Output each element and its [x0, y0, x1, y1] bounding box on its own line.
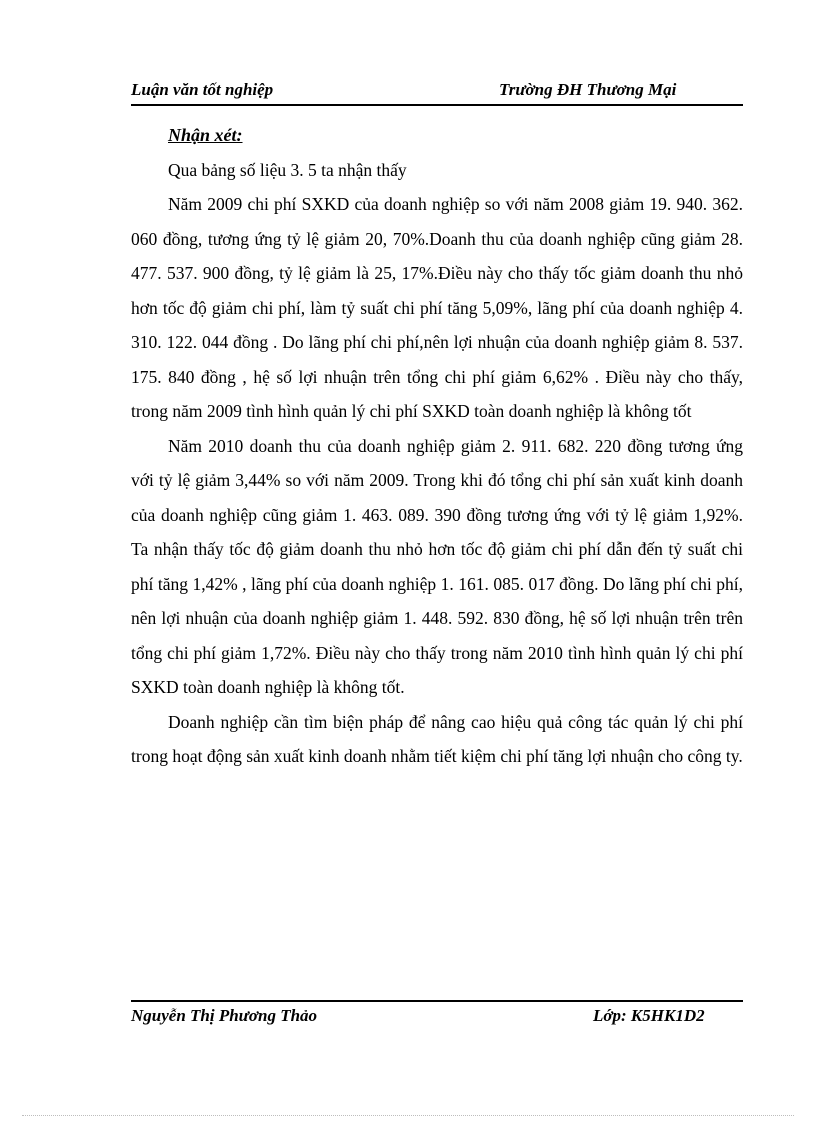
footer-rule: [131, 1000, 743, 1002]
page-header: [131, 78, 743, 104]
page-footer: [131, 1006, 743, 1032]
page-bottom-dotted-line: [22, 1115, 794, 1116]
section-title: Nhận xét:: [168, 125, 243, 145]
footer-class: Lớp: K5HK1D2: [593, 1006, 705, 1025]
paragraph-conclusion: Doanh nghiệp cần tìm biện pháp để nâng cao hiệu quả công tác quản lý chi phí trong hoạt động sản xuất kinh doanh nhằm tiết kiệm chi phí tăng lợi nhuận cho công ty.: [131, 711, 743, 766]
header-school: Trường ĐH Thương Mại: [499, 80, 677, 99]
header-title: Luận văn tốt nghiệp: [131, 80, 274, 99]
page-content: [131, 118, 743, 774]
paragraph-intro: Qua bảng số liệu 3. 5 ta nhận thấy: [168, 159, 407, 180]
footer-author: Nguyễn Thị Phương Thảo: [131, 1006, 318, 1025]
paragraph-2010: Năm 2010 doanh thu của doanh nghiệp giảm 2. 911. 682. 220 đồng tương ứng với tỷ lệ giảm 3,44% so với năm 2009. Trong khi đó tổng chi phí sản xuất kinh doanh của doanh nghiệp cũng giảm 1. 463. 089. 390 đồng tương ứng với tỷ lệ giảm 1,92%. Ta nhận thấy tốc độ giảm doanh thu nhỏ hơn tốc độ giảm chi phí dẫn đến tỷ suất chi phí tăng 1,42% , lãng phí của doanh nghiệp 1. 161. 085. 017 đồng. Do lãng phí chi phí, nên lợi nhuận của doanh nghiệp giảm 1. 448. 592. 830 đồng, hệ số lợi nhuận trên trên tổng chi phí giảm 1,72%. Điều này cho thấy trong năm 2010 tình hình quản lý chi phí SXKD toàn doanh nghiệp là không tốt.: [131, 435, 743, 697]
header-rule: [131, 104, 743, 106]
paragraph-2009: Năm 2009 chi phí SXKD của doanh nghiệp so với năm 2008 giảm 19. 940. 362. 060 đồng, tương ứng tỷ lệ giảm 20, 70%.Doanh thu của doanh nghiệp cũng giảm 28. 477. 537. 900 đồng, tỷ lệ giảm là 25, 17%.Điều này cho thấy tốc giảm doanh thu nhỏ hơn tốc độ giảm chi phí, làm tỷ suất chi phí tăng 5,09%, lãng phí của doanh nghiệp 4. 310. 122. 044 đồng . Do lãng phí chi phí,nên lợi nhuận của doanh nghiệp giảm 8. 537. 175. 840 đồng , hệ số lợi nhuận trên tổng chi phí giảm 6,62% . Điều này cho thấy, trong năm 2009 tình hình quản lý chi phí SXKD toàn doanh nghiệp là không tốt: [131, 194, 743, 421]
